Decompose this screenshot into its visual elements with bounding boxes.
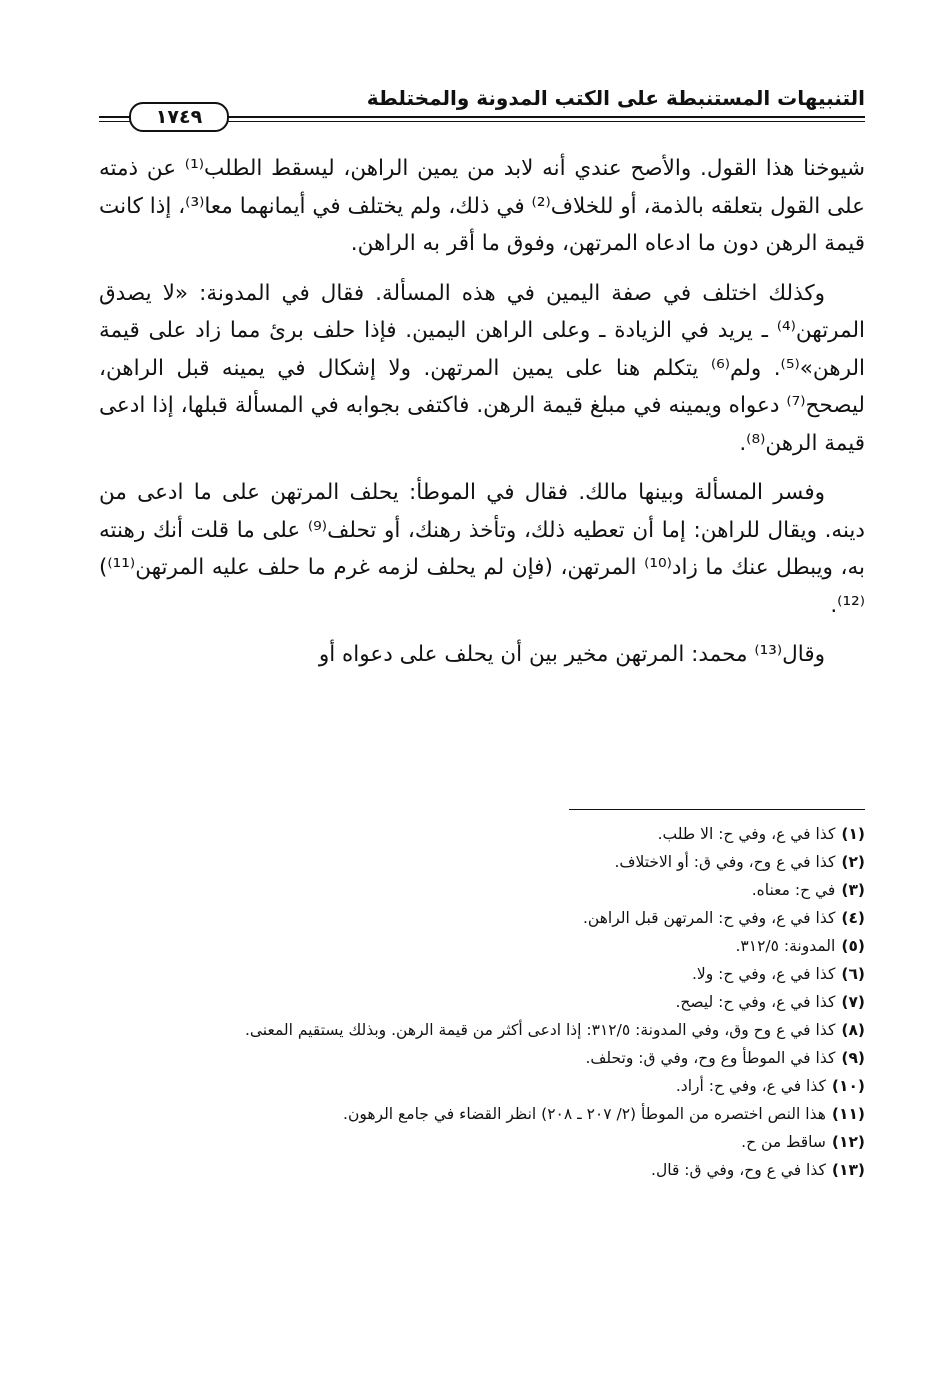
footnote-mark: (٩) bbox=[841, 1049, 865, 1067]
header-title: التنبيهات المستنبطة على الكتب المدونة والمختلطة bbox=[366, 86, 865, 110]
running-header bbox=[99, 84, 865, 128]
footnote-mark: (٧) bbox=[841, 993, 865, 1011]
main-text bbox=[99, 150, 865, 686]
paragraph-2: وكذلك اختلف في صفة اليمين في هذه المسألة. فقال في المدونة: «لا يصدق المرتهن⁽⁴⁾ ـ يريد في الزيادة ـ وعلى الراهن اليمين. فإذا حلف برئ مما زاد على قيمة الرهن»⁽⁵⁾. ولم⁽⁶⁾ يتكلم هنا على يمين المرتهن. ولا إشكال في يمينه قبل الراهن، ليصحح⁽⁷⁾ دعواه ويمينه في مبلغ قيمة الرهن. فاكتفى بجوابه في المسألة قبلها، إذا ادعى قيمة الرهن⁽⁸⁾. bbox=[99, 280, 865, 456]
footnote-text: كذا في ع، وفي ح: ولا. bbox=[692, 965, 836, 983]
footnote-mark: (٣) bbox=[841, 881, 865, 899]
page-number: ١٧٤٩ bbox=[129, 102, 229, 132]
footnote-mark: (٦) bbox=[841, 965, 865, 983]
footnote-item bbox=[99, 960, 865, 988]
footnote-item bbox=[99, 1156, 865, 1184]
footnote-item bbox=[99, 1044, 865, 1072]
footnote-item bbox=[99, 820, 865, 848]
footnote-item bbox=[99, 904, 865, 932]
footnote-text: في ح: معناه. bbox=[751, 881, 836, 899]
footnote-separator bbox=[569, 809, 865, 810]
footnote-text: ساقط من ح. bbox=[741, 1133, 826, 1151]
footnote-text: كذا في ع، وفي ح: أراد. bbox=[675, 1077, 826, 1095]
footnote-item bbox=[99, 1016, 865, 1044]
footnote-mark: (١١) bbox=[831, 1105, 865, 1123]
footnote-mark: (١) bbox=[841, 825, 865, 843]
paragraph-1: شيوخنا هذا القول. والأصح عندي أنه لابد من يمين الراهن، ليسقط الطلب⁽¹⁾ عن ذمته على القول بتعلقه بالذمة، أو للخلاف⁽²⁾ في ذلك، ولم يختلف في أيمانهما معا⁽³⁾، إذا كانت قيمة الرهن دون ما ادعاه المرتهن، وفوق ما أقر به الراهن. bbox=[99, 156, 866, 256]
footnote-mark: (١٣) bbox=[831, 1161, 865, 1179]
paragraph-4: وقال⁽¹³⁾ محمد: المرتهن مخير بين أن يحلف على دعواه أو bbox=[318, 642, 825, 667]
footnote-mark: (٨) bbox=[841, 1021, 865, 1039]
footnote-mark: (١٢) bbox=[831, 1133, 865, 1151]
footnote-mark: (٤) bbox=[841, 909, 865, 927]
footnote-mark: (٢) bbox=[841, 853, 865, 871]
footnote-item bbox=[99, 848, 865, 876]
paragraph-3: وفسر المسألة وبينها مالك. فقال في الموطأ: يحلف المرتهن على ما ادعى من دينه. ويقال للراهن: إما أن تعطيه ذلك، وتأخذ رهنك، أو تحلف⁽⁹⁾ على ما قلت أنك رهنته به، ويبطل عنك ما زاد⁽¹⁰⁾ المرتهن، (فإن لم يحلف لزمه غرم ما حلف عليه المرتهن⁽¹¹⁾)⁽¹²⁾. bbox=[99, 480, 865, 618]
footnote-text: كذا في ع وح، وفي ق: أو الاختلاف. bbox=[614, 853, 836, 871]
footnotes-list bbox=[99, 820, 865, 1184]
footnote-text: كذا في ع وح وق، وفي المدونة: ٣١٢/٥: إذا ادعى أكثر من قيمة الرهن. وبذلك يستقيم المعنى. bbox=[244, 1021, 836, 1039]
footnote-text: هذا النص اختصره من الموطأ (٢/ ٢٠٧ ـ ٢٠٨) انظر القضاء في جامع الرهون. bbox=[343, 1105, 826, 1123]
footnote-item bbox=[99, 876, 865, 904]
footnote-text: المدونة: ٣١٢/٥. bbox=[735, 937, 836, 955]
footnote-text: كذا في ع وح، وفي ق: قال. bbox=[651, 1161, 826, 1179]
footnote-item bbox=[99, 932, 865, 960]
footnote-item bbox=[99, 988, 865, 1016]
footnote-item bbox=[99, 1128, 865, 1156]
footnote-text: كذا في ع، وفي ح: المرتهن قبل الراهن. bbox=[582, 909, 836, 927]
footnote-mark: (٥) bbox=[841, 937, 865, 955]
footnote-text: كذا في ع، وفي ح: ليصح. bbox=[675, 993, 836, 1011]
footnote-item bbox=[99, 1100, 865, 1128]
footnote-text: كذا في الموطأ وع وح، وفي ق: وتحلف. bbox=[585, 1049, 836, 1067]
footnote-text: كذا في ع، وفي ح: الا طلب. bbox=[657, 825, 836, 843]
footnote-mark: (١٠) bbox=[831, 1077, 865, 1095]
footnote-item bbox=[99, 1072, 865, 1100]
